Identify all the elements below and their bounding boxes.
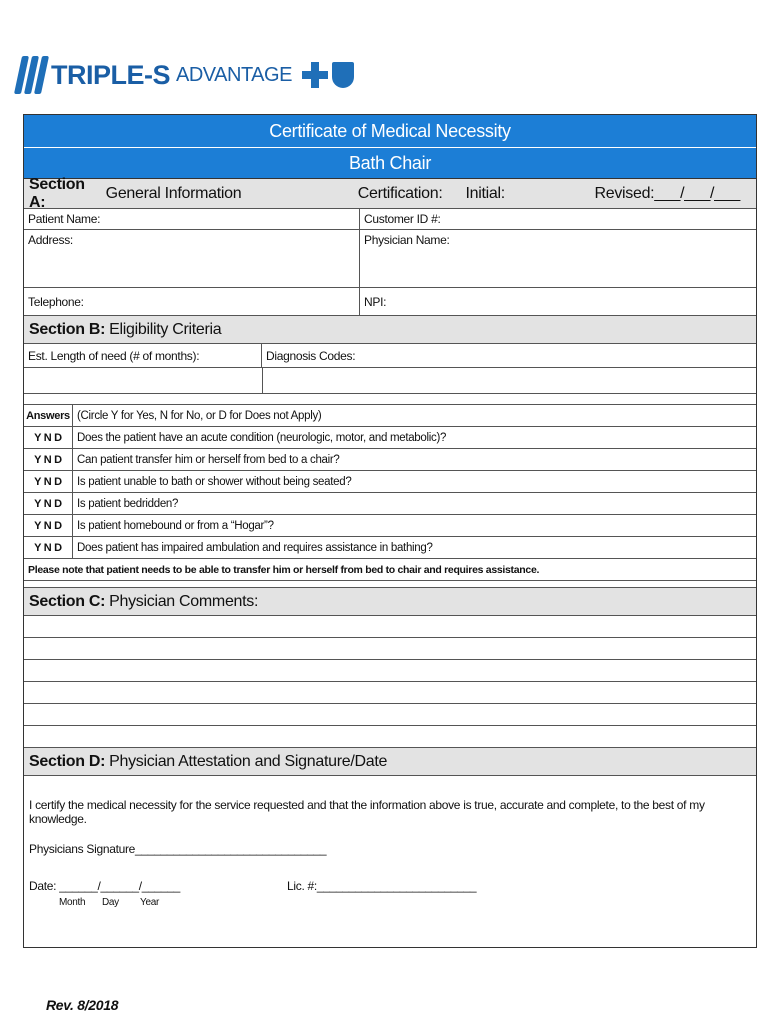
section-a-header <box>24 175 756 211</box>
section-d-title: Physician Attestation and Signature/Date <box>109 752 388 770</box>
customer-id-field[interactable]: Customer ID #: <box>364 212 441 226</box>
year-label: Year <box>140 897 160 908</box>
patient-name-field[interactable]: Patient Name: <box>24 209 360 229</box>
section-b-header <box>24 316 756 344</box>
answers-header <box>24 405 756 427</box>
ynd-options[interactable]: Y N D <box>24 427 73 448</box>
ynd-options[interactable]: Y N D <box>24 515 73 536</box>
question-row <box>24 427 756 449</box>
answers-label: Answers <box>24 405 73 426</box>
form-title: Certificate of Medical Necessity <box>24 115 756 148</box>
comment-line[interactable] <box>24 726 756 748</box>
ynd-options[interactable]: Y N D <box>24 471 73 492</box>
eligibility-note: Please note that patient needs to be able to transfer him or herself from bed to chair and requires assistance. <box>28 563 540 576</box>
question-row <box>24 449 756 471</box>
initial-label: Initial: <box>465 184 505 202</box>
brand-sub: ADVANTAGE <box>176 63 292 86</box>
day-label: Day <box>102 897 119 908</box>
question-row <box>24 537 756 559</box>
triple-s-logo <box>18 52 354 98</box>
question-text: Is patient bedridden? <box>77 497 179 510</box>
physician-name-field[interactable]: Physician Name: <box>364 233 450 247</box>
npi-field[interactable]: NPI: <box>364 294 387 309</box>
certification-label: Certification: <box>357 184 443 202</box>
diagnosis-codes-label: Diagnosis Codes: <box>266 348 356 363</box>
blue-cross-blue-shield-icon <box>302 62 354 88</box>
comment-line[interactable] <box>24 704 756 726</box>
revision-label: Rev. 8/2018 <box>46 997 119 1013</box>
question-text: Is patient unable to bath or shower without being seated? <box>77 475 352 488</box>
signature-line[interactable]: Physicians Signature______________________________ <box>29 842 327 856</box>
answers-instruction: (Circle Y for Yes, N for No, or D for Does not Apply) <box>77 409 322 422</box>
question-text: Does the patient have an acute condition (neurologic, motor, and metabolic)? <box>77 431 447 444</box>
section-a-prefix: Section A: <box>29 175 85 211</box>
section-c-prefix: Section C: <box>29 592 106 610</box>
section-c-title: Physician Comments: <box>109 592 259 610</box>
revised-label: Revised:___/___/___ <box>594 184 740 202</box>
license-line[interactable]: Lic. #:_________________________ <box>287 879 477 893</box>
question-row <box>24 471 756 493</box>
question-text: Can patient transfer him or herself from bed to a chair? <box>77 453 340 466</box>
question-row <box>24 515 756 537</box>
length-of-need-input[interactable] <box>24 368 263 393</box>
question-row <box>24 493 756 515</box>
ynd-options[interactable]: Y N D <box>24 537 73 558</box>
telephone-field[interactable]: Telephone: <box>24 288 360 315</box>
logo-stripes-icon <box>18 56 45 94</box>
question-text: Is patient homebound or from a “Hogar”? <box>77 519 274 532</box>
comment-line[interactable] <box>24 682 756 704</box>
section-c-header <box>24 588 756 616</box>
diagnosis-codes-input[interactable] <box>263 368 756 393</box>
attestation-statement: I certify the medical necessity for the service requested and that the information above is true, accurate and complete, to the best of my knowledge. <box>29 798 705 826</box>
section-a-title: General Information <box>105 184 242 202</box>
section-d-header <box>24 748 756 776</box>
comment-line[interactable] <box>24 638 756 660</box>
section-d-prefix: Section D: <box>29 752 106 770</box>
length-of-need-label: Est. Length of need (# of months): <box>24 344 262 367</box>
comment-line[interactable] <box>24 660 756 682</box>
brand-name: TRIPLE-S <box>51 59 171 90</box>
comment-line[interactable] <box>24 616 756 638</box>
section-b-title: Eligibility Criteria <box>109 320 222 338</box>
form-subtitle: Bath Chair <box>24 148 756 179</box>
ynd-options[interactable]: Y N D <box>24 449 73 470</box>
month-label: Month <box>59 897 86 908</box>
question-text: Does patient has impaired ambulation and requires assistance in bathing? <box>77 541 433 554</box>
medical-necessity-form <box>23 114 757 948</box>
section-b-prefix: Section B: <box>29 320 106 338</box>
ynd-options[interactable]: Y N D <box>24 493 73 514</box>
date-line[interactable]: Date: ______/______/______ <box>29 879 181 893</box>
address-field[interactable]: Address: <box>24 230 360 287</box>
